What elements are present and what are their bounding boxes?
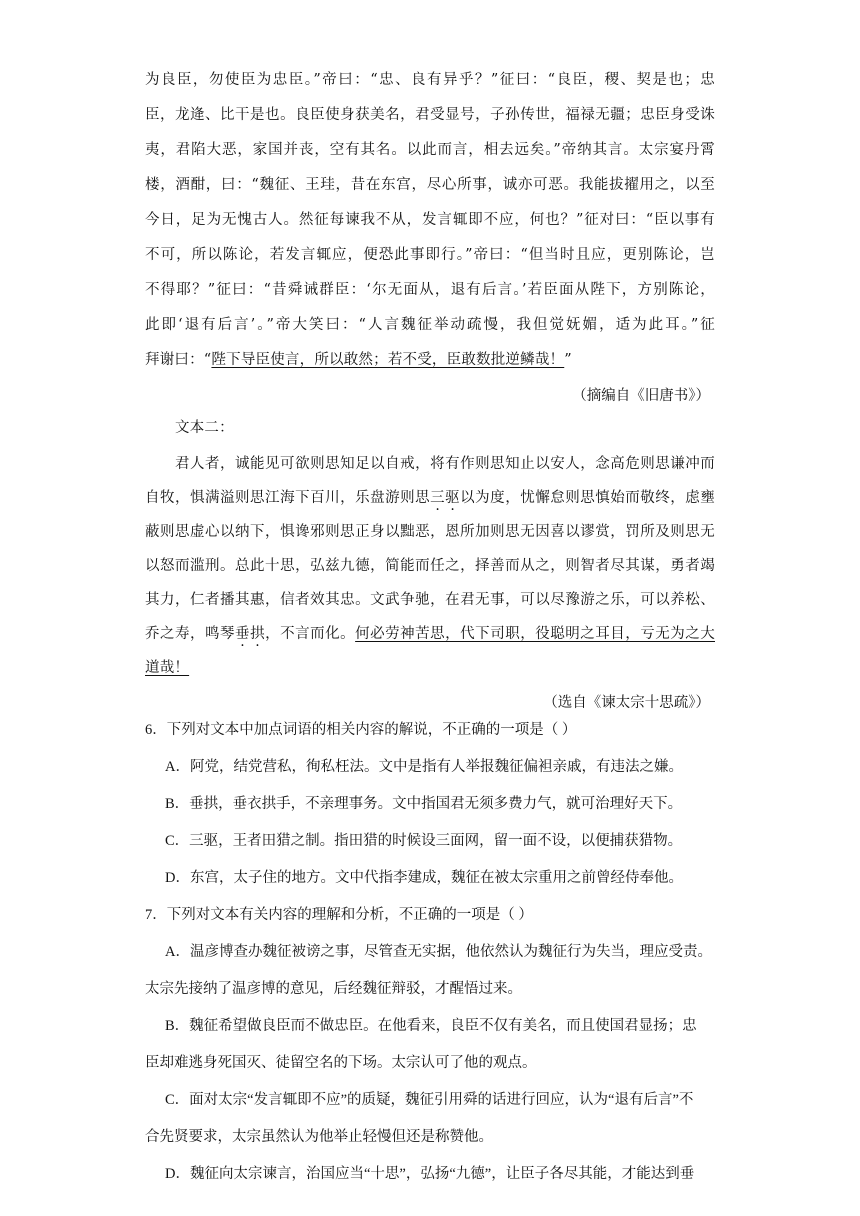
text2-line-2 [145,488,715,508]
text1-underlined-sentence: 陛下导臣使言，所以敢然；若不受，臣敢数批逆鳞哉！ [211,352,565,368]
text1-source: （摘编自《旧唐书》） [572,388,710,404]
text1-line-1: 为良臣，勿使臣为忠臣。”帝曰：“忠、良有异乎？”征曰：“良臣，稷、契是也；忠 [145,72,715,88]
question-7-option-c-line-1: C．面对太宗“发言辄即不应”的质疑，魏征引用舜的话进行回应，认为“退有后言”不 [165,1092,694,1108]
text2-underlined-sentence: 何必劳神苦思，代下司职，役聪明之耳目，亏无为之大 [355,626,715,642]
question-6-option-a: A．阿党，结党营私，徇私枉法。文中是指有人举报魏征偏袒亲戚，有违法之嫌。 [165,759,683,775]
text2-heading: 文本二： [175,420,234,436]
question-6-option-b: B．垂拱，垂衣拱手，不亲理事务。文中指国君无须多费力气，就可治理好天下。 [165,796,683,812]
text2-line-1: 君人者，诚能见可欲则思知足以自戒，将有作则思知止以安人，念高危则思谦冲而 [175,456,715,472]
text1-line-7: 不得耶？”征曰：“昔舜诫群臣：‘尔无面从，退有后言。’若臣面从陛下，方别陈论， [145,282,715,298]
text1-line-4: 楼，酒酣，曰：“魏征、王珪，昔在东宫，尽心所事，诚亦可恶。我能拔擢用之，以至 [145,177,715,193]
text1-line-9-start: 拜谢曰：“ [145,352,212,368]
text2-line-6-start: 乔之寿，鸣琴 [145,626,236,642]
dotted-char-qu: 驱 [445,490,461,506]
text2-line-2-end: 以为度，忧懈怠则思慎始而敬终，虑壅 [460,490,715,506]
text1-line-6: 不可，所以陈论，若发言辄应，便恐此事即行。”帝曰：“但当时且应，更别陈论，岂 [145,247,715,263]
question-7-option-b-line-1: B．魏征希望做良臣而不做忠臣。在他看来，良臣不仅有美名，而且使国君显扬；忠 [165,1018,697,1034]
text2-underlined-end: 道哉！ [145,660,190,676]
text2-line-5: 其力，仁者播其惠，信者效其忠。文武争驰，在君无事，可以尽豫游之乐，可以养松、 [145,592,715,608]
question-7-option-c-line-2: 合先贤要求，太宗虽然认为他举止轻慢但还是称赞他。 [145,1129,493,1145]
text1-line-5: 今日，足为无愧古人。然征每谏我不从，发言辄即不应，何也？”征对曰：“臣以事有 [145,212,715,228]
text1-line-3: 夷，君陷大恶，家国并丧，空有其名。以此而言，相去远矣。”帝纳其言。太宗宴丹霄 [145,142,715,158]
question-6-option-c: C．三驱，王者田猎之制。指田猎的时候设三面网，留一面不设，以便捕获猎物。 [165,833,683,849]
text2-line-6 [145,624,715,644]
question-7-option-b-line-2: 臣却难逃身死国灭、徒留空名的下场。太宗认可了他的观点。 [145,1055,537,1071]
text2-line-4: 以怒而滥刑。总此十思，弘兹九德，简能而任之，择善而从之，则智者尽其谋，勇者竭 [145,558,715,574]
question-7-stem: 7．下列对文本有关内容的理解和分析，不正确的一项是（ ） [145,907,533,923]
question-7-option-a-line-1: A．温彦博查办魏征被谤之事，尽管查无实据，他依然认为魏征行为失当，理应受责。 [165,944,712,960]
question-6-option-d: D．东宫，太子住的地方。文中代指李建成，魏征在被太宗重用之前曾经侍奉他。 [165,870,683,886]
text2-line-2-start: 自牧，惧满溢则思江海下百川，乐盘游则思 [145,490,431,506]
dotted-char-chui: 垂 [235,626,251,642]
text2-line-3: 蔽则思虚心以纳下，惧谗邪则思正身以黜恶，恩所加则思无因喜以谬赏，罚所及则思无 [145,524,715,540]
question-7-option-a-line-2: 太宗先接纳了温彦博的意见，后经魏征辩驳，才醒悟过来。 [145,981,522,997]
dotted-char-gong: 拱 [250,626,266,642]
text1-line-2: 臣，龙逄、比干是也。良臣使身获美名，君受显号，子孙传世，福禄无疆；忠臣身受诛 [145,107,715,123]
text1-line-8: 此即‘退有后言’。”帝大笑曰：“人言魏征举动疏慢，我但觉妩媚，适为此耳。”征 [145,317,715,333]
text1-line-9 [145,350,715,370]
dotted-char-san: 三 [430,490,446,506]
text2-line-6-mid: ，不言而化。 [265,626,356,642]
question-7-option-d-line-1: D．魏征向太宗谏言，治国应当“十思”，弘扬“九德”，让臣子各尽其能，才能达到垂 [165,1166,695,1182]
text2-line-7 [145,658,715,678]
text2-source: （选自《谏太宗十思疏》） [543,695,710,711]
text1-line-9-end: ” [564,352,572,368]
question-6-stem: 6．下列对文本中加点词语的相关内容的解说，不正确的一项是（ ） [145,722,577,738]
